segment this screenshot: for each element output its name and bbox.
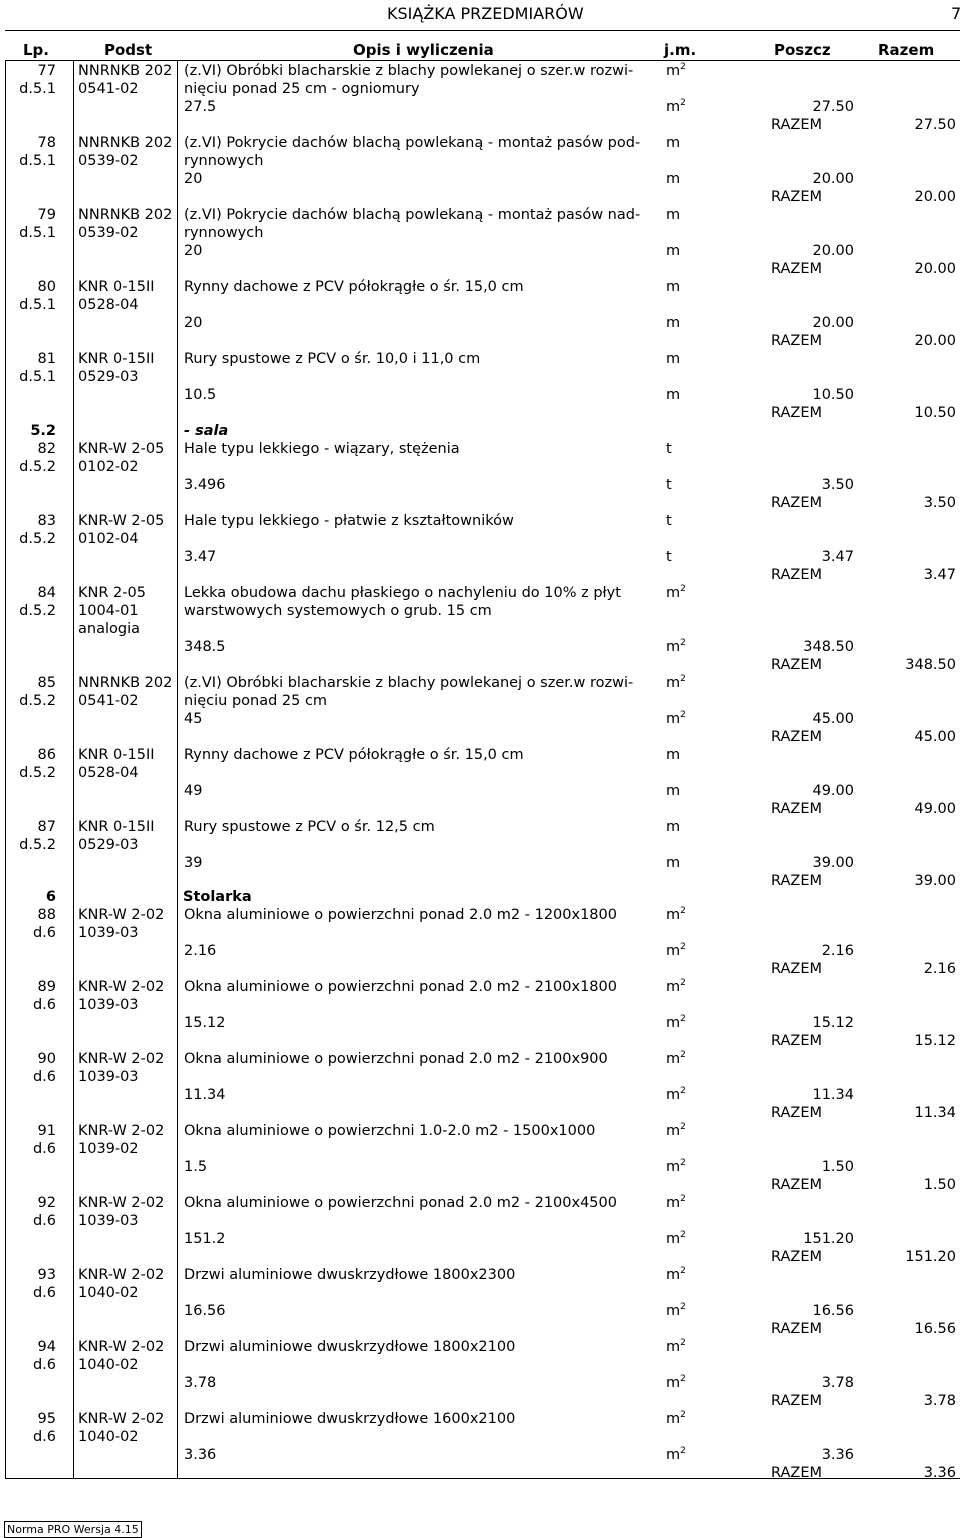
- razem-value: 20.00: [914, 333, 956, 349]
- item-calc-unit: $m^2$: [666, 1230, 686, 1247]
- item-calculation: 348.5: [184, 639, 226, 655]
- razem-value: 151.20: [905, 1249, 956, 1265]
- item-poszcz: 15.12: [812, 1015, 854, 1031]
- item-calculation: 20: [184, 243, 203, 259]
- item-code: KNR-W 2-02: [78, 1051, 165, 1067]
- item-calculation: 10.5: [184, 387, 217, 403]
- razem-label: RAZEM: [771, 1105, 823, 1121]
- column-header-opis: Opis i wyliczenia: [353, 41, 494, 59]
- item-unit: $m^2$: [666, 1338, 686, 1355]
- item-description: Hale typu lekkiego - płatwie z kształtowników: [184, 513, 514, 529]
- item-lp: 89: [37, 979, 56, 995]
- unit-superscript: 2: [680, 1014, 686, 1025]
- item-poszcz: 39.00: [812, 855, 854, 871]
- item-lp: 85: [37, 675, 56, 691]
- item-calc-unit: t: [666, 549, 672, 565]
- unit-superscript: 2: [680, 1050, 686, 1061]
- item-calc-unit: $m^2$: [666, 638, 686, 655]
- unit-superscript: 2: [680, 978, 686, 989]
- item-poszcz: 27.50: [812, 99, 854, 115]
- item-calc-unit: m: [666, 243, 681, 259]
- razem-label: RAZEM: [771, 961, 823, 977]
- unit-superscript: 2: [680, 906, 686, 917]
- column-header-poszcz: Poszcz: [774, 41, 831, 59]
- razem-label: RAZEM: [771, 657, 823, 673]
- item-poszcz: 49.00: [812, 783, 854, 799]
- item-unit: m: [666, 279, 681, 295]
- item-calculation: 16.56: [184, 1303, 226, 1319]
- item-calculation: 2.16: [184, 943, 217, 959]
- item-poszcz: 20.00: [812, 171, 854, 187]
- item-calc-unit: m: [666, 783, 681, 799]
- item-section: d.5.1: [19, 297, 56, 313]
- item-section: d.5.2: [19, 693, 56, 709]
- item-section: d.5.1: [19, 369, 56, 385]
- item-code: KNR 2-05: [78, 585, 146, 601]
- unit-superscript: 2: [680, 1302, 686, 1313]
- item-poszcz: 3.78: [821, 1375, 854, 1391]
- item-code: 1039-03: [78, 1069, 139, 1085]
- razem-label: RAZEM: [771, 495, 823, 511]
- column-header-podst: Podst: [104, 41, 153, 59]
- item-description: warstwowych systemowych o grub. 15 cm: [184, 603, 492, 619]
- item-section: d.6: [32, 925, 56, 941]
- item-unit: $m^2$: [666, 1410, 686, 1427]
- column-header-jm: j.m.: [664, 41, 697, 59]
- item-section: d.6: [32, 997, 56, 1013]
- razem-label: RAZEM: [771, 567, 823, 583]
- item-lp: 90: [37, 1051, 56, 1067]
- razem-value: 3.47: [923, 567, 956, 583]
- item-lp: 93: [37, 1267, 56, 1283]
- item-calc-unit: $m^2$: [666, 1014, 686, 1031]
- razem-label: RAZEM: [771, 729, 823, 745]
- item-unit: m: [666, 207, 681, 223]
- item-calculation: 3.36: [184, 1447, 217, 1463]
- item-code: KNR-W 2-05: [78, 513, 165, 529]
- item-lp: 86: [37, 747, 56, 763]
- item-code: KNR-W 2-02: [78, 1123, 165, 1139]
- item-lp: 79: [37, 207, 56, 223]
- item-calc-unit: t: [666, 477, 672, 493]
- item-calculation: 11.34: [184, 1087, 226, 1103]
- razem-label: RAZEM: [771, 333, 823, 349]
- item-description: Drzwi aluminiowe dwuskrzydłowe 1600x2100: [184, 1411, 516, 1427]
- unit-superscript: 2: [680, 1410, 686, 1421]
- item-calculation: 20: [184, 315, 203, 331]
- unit-superscript: 2: [680, 1266, 686, 1277]
- item-description: Drzwi aluminiowe dwuskrzydłowe 1800x2100: [184, 1339, 516, 1355]
- item-lp: 81: [37, 351, 56, 367]
- razem-value: 49.00: [914, 801, 956, 817]
- razem-label: RAZEM: [771, 1033, 823, 1049]
- item-lp: 91: [37, 1123, 56, 1139]
- unit-superscript: 2: [680, 674, 686, 685]
- section-title: - sala: [184, 423, 229, 439]
- item-code: 1040-02: [78, 1285, 139, 1301]
- item-code: 1039-03: [78, 925, 139, 941]
- item-calc-unit: $m^2$: [666, 710, 686, 727]
- item-description: Lekka obudowa dachu płaskiego o nachyleniu do 10% z płyt: [184, 585, 621, 601]
- item-description: nięciu ponad 25 cm: [184, 693, 328, 709]
- item-description: (z.VI) Obróbki blacharskie z blachy powlekanej o szer.w rozwi-: [184, 675, 634, 691]
- item-code: 0529-03: [78, 369, 139, 385]
- razem-label: RAZEM: [771, 261, 823, 277]
- item-calculation: 3.78: [184, 1375, 217, 1391]
- razem-value: 27.50: [914, 117, 956, 133]
- unit-superscript: 2: [680, 98, 686, 109]
- item-unit: m: [666, 135, 681, 151]
- item-code: 1004-01: [78, 603, 139, 619]
- razem-label: RAZEM: [771, 873, 823, 889]
- item-calc-unit: $m^2$: [666, 1446, 686, 1463]
- item-lp: 95: [37, 1411, 56, 1427]
- razem-label: RAZEM: [771, 1249, 823, 1265]
- razem-value: 20.00: [914, 261, 956, 277]
- item-unit: $m^2$: [666, 674, 686, 691]
- item-poszcz: 3.36: [821, 1447, 854, 1463]
- unit-superscript: 2: [680, 942, 686, 953]
- item-poszcz: 10.50: [812, 387, 854, 403]
- item-description: Rury spustowe z PCV o śr. 12,5 cm: [184, 819, 435, 835]
- item-code: 1039-03: [78, 997, 139, 1013]
- item-code: NNRNKB 202: [78, 207, 173, 223]
- item-unit: t: [666, 441, 672, 457]
- item-description: Okna aluminiowe o powierzchni ponad 2.0 m2 - 2100x900: [184, 1051, 608, 1067]
- item-poszcz: 20.00: [812, 315, 854, 331]
- razem-value: 3.50: [923, 495, 956, 511]
- item-lp: 78: [37, 135, 56, 151]
- item-calculation: 3.496: [184, 477, 226, 493]
- item-poszcz: 151.20: [803, 1231, 854, 1247]
- item-unit: $m^2$: [666, 1194, 686, 1211]
- razem-value: 45.00: [914, 729, 956, 745]
- razem-value: 16.56: [914, 1321, 956, 1337]
- unit-superscript: 2: [680, 584, 686, 595]
- razem-label: RAZEM: [771, 405, 823, 421]
- item-description: Hale typu lekkiego - wiązary, stężenia: [184, 441, 460, 457]
- item-description: Okna aluminiowe o powierzchni ponad 2.0 m2 - 1200x1800: [184, 907, 617, 923]
- item-description: (z.VI) Obróbki blacharskie z blachy powlekanej o szer.w rozwi-: [184, 63, 634, 79]
- item-code: 1040-02: [78, 1429, 139, 1445]
- item-calc-unit: $m^2$: [666, 1158, 686, 1175]
- item-lp: 77: [37, 63, 56, 79]
- item-calc-unit: $m^2$: [666, 98, 686, 115]
- item-calc-unit: $m^2$: [666, 1374, 686, 1391]
- item-code: 0528-04: [78, 297, 139, 313]
- item-code: KNR-W 2-02: [78, 1267, 165, 1283]
- item-section: d.5.1: [19, 225, 56, 241]
- item-section: d.5.2: [19, 603, 56, 619]
- item-poszcz: 348.50: [803, 639, 854, 655]
- document-title: KSIĄŻKA PRZEDMIARÓW: [387, 4, 584, 23]
- item-unit: $m^2$: [666, 1266, 686, 1283]
- item-calculation: 27.5: [184, 99, 217, 115]
- item-code: 1039-02: [78, 1141, 139, 1157]
- software-footer: Norma PRO Wersja 4.15: [4, 1521, 142, 1538]
- item-calculation: 15.12: [184, 1015, 226, 1031]
- item-poszcz: 3.50: [821, 477, 854, 493]
- item-lp: 80: [37, 279, 56, 295]
- unit-superscript: 2: [680, 1374, 686, 1385]
- item-section: d.6: [32, 1429, 56, 1445]
- item-description: Okna aluminiowe o powierzchni ponad 2.0 m2 - 2100x1800: [184, 979, 617, 995]
- column-header-razem: Razem: [878, 41, 935, 59]
- item-calculation: 49: [184, 783, 203, 799]
- item-unit: $m^2$: [666, 1122, 686, 1139]
- item-description: Rynny dachowe z PCV półokrągłe o śr. 15,0 cm: [184, 747, 524, 763]
- razem-value: 20.00: [914, 189, 956, 205]
- razem-label: RAZEM: [771, 189, 823, 205]
- item-calculation: 39: [184, 855, 203, 871]
- item-section: d.6: [32, 1141, 56, 1157]
- item-description: (z.VI) Pokrycie dachów blachą powlekaną - montaż pasów nad-: [184, 207, 641, 223]
- item-section: d.6: [32, 1069, 56, 1085]
- item-unit: m: [666, 747, 681, 763]
- item-poszcz: 2.16: [821, 943, 854, 959]
- item-code: KNR-W 2-02: [78, 1411, 165, 1427]
- item-unit: $m^2$: [666, 906, 686, 923]
- unit-superscript: 2: [680, 638, 686, 649]
- item-section: d.6: [32, 1357, 56, 1373]
- unit-superscript: 2: [680, 1158, 686, 1169]
- item-unit: t: [666, 513, 672, 529]
- item-code: 0528-04: [78, 765, 139, 781]
- item-description: Okna aluminiowe o powierzchni ponad 2.0 m2 - 2100x4500: [184, 1195, 617, 1211]
- item-calc-unit: $m^2$: [666, 1302, 686, 1319]
- item-calc-unit: $m^2$: [666, 942, 686, 959]
- item-code: KNR-W 2-02: [78, 1195, 165, 1211]
- razem-value: 1.50: [923, 1177, 956, 1193]
- item-lp: 82: [37, 441, 56, 457]
- item-unit: m: [666, 819, 681, 835]
- item-calc-unit: m: [666, 855, 681, 871]
- item-lp: 88: [37, 907, 56, 923]
- razem-value: 15.12: [914, 1033, 956, 1049]
- item-section: d.5.2: [19, 531, 56, 547]
- unit-superscript: 2: [680, 1086, 686, 1097]
- item-poszcz: 45.00: [812, 711, 854, 727]
- item-unit: $m^2$: [666, 584, 686, 601]
- item-code: KNR-W 2-02: [78, 1339, 165, 1355]
- item-lp: 94: [37, 1339, 56, 1355]
- item-code: KNR-W 2-02: [78, 907, 165, 923]
- section-number: 5.2: [30, 423, 56, 439]
- item-description: rynnowych: [184, 153, 264, 169]
- item-code: analogia: [78, 621, 140, 637]
- item-poszcz: 16.56: [812, 1303, 854, 1319]
- item-section: d.6: [32, 1213, 56, 1229]
- razem-label: RAZEM: [771, 1465, 823, 1481]
- razem-label: RAZEM: [771, 1321, 823, 1337]
- item-unit: m: [666, 351, 681, 367]
- item-unit: $m^2$: [666, 62, 686, 79]
- razem-value: 2.16: [923, 961, 956, 977]
- item-code: NNRNKB 202: [78, 135, 173, 151]
- item-code: 0539-02: [78, 153, 139, 169]
- item-section: d.5.1: [19, 153, 56, 169]
- item-description: (z.VI) Pokrycie dachów blachą powlekaną - montaż pasów pod-: [184, 135, 641, 151]
- column-header-lp: Lp.: [23, 41, 49, 59]
- unit-superscript: 2: [680, 62, 686, 73]
- unit-superscript: 2: [680, 1194, 686, 1205]
- page-number: 7: [951, 4, 961, 23]
- item-calculation: 45: [184, 711, 203, 727]
- item-code: KNR 0-15II: [78, 819, 155, 835]
- item-calculation: 20: [184, 171, 203, 187]
- item-code: KNR-W 2-05: [78, 441, 165, 457]
- item-code: KNR-W 2-02: [78, 979, 165, 995]
- item-description: Drzwi aluminiowe dwuskrzydłowe 1800x2300: [184, 1267, 516, 1283]
- item-code: 0102-02: [78, 459, 139, 475]
- item-code: 1039-03: [78, 1213, 139, 1229]
- item-poszcz: 1.50: [821, 1159, 854, 1175]
- item-calculation: 3.47: [184, 549, 217, 565]
- item-description: nięciu ponad 25 cm - ogniomury: [184, 81, 420, 97]
- item-calc-unit: m: [666, 387, 681, 403]
- item-calculation: 1.5: [184, 1159, 208, 1175]
- item-description: Rynny dachowe z PCV półokrągłe o śr. 15,0 cm: [184, 279, 524, 295]
- item-description: Rury spustowe z PCV o śr. 10,0 i 11,0 cm: [184, 351, 481, 367]
- razem-label: RAZEM: [771, 1177, 823, 1193]
- razem-label: RAZEM: [771, 1393, 823, 1409]
- unit-superscript: 2: [680, 710, 686, 721]
- item-poszcz: 11.34: [812, 1087, 854, 1103]
- item-code: 0539-02: [78, 225, 139, 241]
- item-code: KNR 0-15II: [78, 747, 155, 763]
- razem-value: 3.36: [923, 1465, 956, 1481]
- item-code: 1040-02: [78, 1357, 139, 1373]
- razem-value: 10.50: [914, 405, 956, 421]
- item-section: d.5.1: [19, 81, 56, 97]
- item-section: d.5.2: [19, 837, 56, 853]
- item-lp: 83: [37, 513, 56, 529]
- item-calc-unit: m: [666, 315, 681, 331]
- item-poszcz: 20.00: [812, 243, 854, 259]
- item-code: 0529-03: [78, 837, 139, 853]
- item-description: rynnowych: [184, 225, 264, 241]
- item-lp: 84: [37, 585, 56, 601]
- unit-superscript: 2: [680, 1122, 686, 1133]
- razem-label: RAZEM: [771, 801, 823, 817]
- item-section: d.5.2: [19, 765, 56, 781]
- unit-superscript: 2: [680, 1230, 686, 1241]
- item-code: NNRNKB 202: [78, 675, 173, 691]
- item-section: d.5.2: [19, 459, 56, 475]
- item-code: KNR 0-15II: [78, 279, 155, 295]
- item-code: 0541-02: [78, 693, 139, 709]
- unit-superscript: 2: [680, 1446, 686, 1457]
- razem-label: RAZEM: [771, 117, 823, 133]
- item-section: d.6: [32, 1285, 56, 1301]
- item-lp: 87: [37, 819, 56, 835]
- razem-value: 3.78: [923, 1393, 956, 1409]
- item-description: Okna aluminiowe o powierzchni 1.0-2.0 m2 - 1500x1000: [184, 1123, 596, 1139]
- unit-superscript: 2: [680, 1338, 686, 1349]
- razem-value: 39.00: [914, 873, 956, 889]
- section-title: Stolarka: [183, 889, 252, 905]
- item-poszcz: 3.47: [821, 549, 854, 565]
- item-code: NNRNKB 202: [78, 63, 173, 79]
- item-calc-unit: m: [666, 171, 681, 187]
- item-lp: 92: [37, 1195, 56, 1211]
- item-code: 0541-02: [78, 81, 139, 97]
- section-number: 6: [45, 889, 56, 905]
- item-calculation: 151.2: [184, 1231, 226, 1247]
- item-calc-unit: $m^2$: [666, 1086, 686, 1103]
- razem-value: 348.50: [905, 657, 956, 673]
- item-code: 0102-04: [78, 531, 139, 547]
- table-border-bottom: [5, 1478, 960, 1479]
- item-code: KNR 0-15II: [78, 351, 155, 367]
- item-unit: $m^2$: [666, 1050, 686, 1067]
- razem-value: 11.34: [914, 1105, 956, 1121]
- item-unit: $m^2$: [666, 978, 686, 995]
